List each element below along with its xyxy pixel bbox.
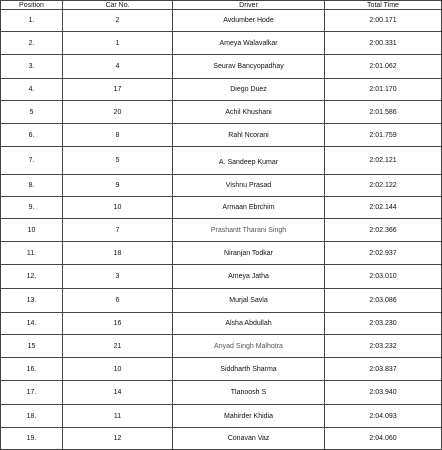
position-cell: 5 [1, 101, 63, 124]
total-time-cell: 2:03.940 [325, 381, 442, 405]
total-time-cell: 2:03.837 [325, 358, 442, 381]
driver-cell: Ameya Walavalkar [173, 32, 325, 55]
position-cell: 3. [1, 55, 63, 79]
driver-cell: Anyad Singh Malhotra [173, 335, 325, 358]
header-total-time: Total Time [325, 1, 442, 10]
total-time-cell: 2:02.937 [325, 242, 442, 265]
position-cell: 4. [1, 79, 63, 101]
total-time-cell: 2:04.093 [325, 405, 442, 428]
total-time-cell: 2:01.759 [325, 124, 442, 147]
table-row [1, 358, 442, 381]
position-cell: 17. [1, 381, 63, 405]
car-no-cell: 7 [63, 219, 173, 242]
car-no-cell: 16 [63, 313, 173, 335]
position-cell: 11. [1, 242, 63, 265]
header-car-no: Car No. [63, 1, 173, 10]
total-time-cell: 2:01.170 [325, 79, 442, 101]
driver-cell: Siddharth Sharma [173, 358, 325, 381]
driver-cell: Mahirder Khidia [173, 405, 325, 428]
car-no-cell: 20 [63, 101, 173, 124]
table-row [1, 124, 442, 147]
table-body [1, 10, 442, 450]
total-time-cell: 2:01.062 [325, 55, 442, 79]
driver-cell: Rahl Ncorani [173, 124, 325, 147]
car-no-cell: 11 [63, 405, 173, 428]
table-row [1, 32, 442, 55]
table-row [1, 219, 442, 242]
driver-cell: Diego Duez [173, 79, 325, 101]
position-cell: 8. [1, 175, 63, 197]
position-cell: 9. [1, 197, 63, 219]
table-row [1, 381, 442, 405]
position-cell: 15 [1, 335, 63, 358]
driver-cell: Ameya Jatha [173, 265, 325, 289]
position-cell: 18. [1, 405, 63, 428]
position-cell: 16. [1, 358, 63, 381]
car-no-cell: 10 [63, 358, 173, 381]
total-time-cell: 2:00.171 [325, 10, 442, 32]
total-time-cell: 2:00.331 [325, 32, 442, 55]
total-time-cell: 2:02.366 [325, 219, 442, 242]
position-cell: 2. [1, 32, 63, 55]
car-no-cell: 17 [63, 79, 173, 101]
total-time-cell: 2:03.232 [325, 335, 442, 358]
table-row [1, 313, 442, 335]
table-header [1, 1, 442, 10]
position-cell: 6. [1, 124, 63, 147]
driver-cell: Tlanoosh S [173, 381, 325, 405]
header-position: Position [1, 1, 63, 10]
driver-cell: A. Sandeep Kumar [173, 147, 325, 175]
table-row [1, 265, 442, 289]
position-cell: 12. [1, 265, 63, 289]
position-cell: 1. [1, 10, 63, 32]
car-no-cell: 21 [63, 335, 173, 358]
car-no-cell: 4 [63, 55, 173, 79]
car-no-cell: 14 [63, 381, 173, 405]
driver-cell: Avdumber Hode [173, 10, 325, 32]
car-no-cell: 5 [63, 147, 173, 175]
table-row [1, 405, 442, 428]
car-no-cell: 10 [63, 197, 173, 219]
car-no-cell: 18 [63, 242, 173, 265]
header-row [1, 1, 442, 10]
position-cell: 19. [1, 428, 63, 450]
position-cell: 13. [1, 289, 63, 313]
total-time-cell: 2:03.086 [325, 289, 442, 313]
driver-cell: Murjal Savla [173, 289, 325, 313]
total-time-cell: 2:04.060 [325, 428, 442, 450]
driver-cell: Niranjan Todkar [173, 242, 325, 265]
driver-cell: Alsha Abdullah [173, 313, 325, 335]
car-no-cell: 9 [63, 175, 173, 197]
total-time-cell: 2:03.230 [325, 313, 442, 335]
table-row [1, 335, 442, 358]
car-no-cell: 6 [63, 289, 173, 313]
header-driver: Driver [173, 1, 325, 10]
driver-cell: Seurav Bancyopadhay [173, 55, 325, 79]
total-time-cell: 2:01.586 [325, 101, 442, 124]
car-no-cell: 1 [63, 32, 173, 55]
driver-cell: Prashantt Tharani Singh [173, 219, 325, 242]
total-time-cell: 2:02.121 [325, 147, 442, 175]
table-row [1, 10, 442, 32]
driver-cell: Armaan Ebrchim [173, 197, 325, 219]
table-row [1, 101, 442, 124]
total-time-cell: 2:03.010 [325, 265, 442, 289]
position-cell: 14. [1, 313, 63, 335]
table-row [1, 79, 442, 101]
car-no-cell: 8 [63, 124, 173, 147]
driver-cell: Conavan Vaz [173, 428, 325, 450]
table-row [1, 289, 442, 313]
total-time-cell: 2:02.122 [325, 175, 442, 197]
car-no-cell: 3 [63, 265, 173, 289]
table-row [1, 147, 442, 175]
table-row [1, 428, 442, 450]
position-cell: 7. [1, 147, 63, 175]
table-row [1, 175, 442, 197]
table-row [1, 242, 442, 265]
car-no-cell: 12 [63, 428, 173, 450]
table-row [1, 55, 442, 79]
car-no-cell: 2 [63, 10, 173, 32]
total-time-cell: 2:02.144 [325, 197, 442, 219]
table-row [1, 197, 442, 219]
driver-cell: Achil Khushani [173, 101, 325, 124]
position-cell: 10 [1, 219, 63, 242]
driver-cell: Vishnu Prasad [173, 175, 325, 197]
